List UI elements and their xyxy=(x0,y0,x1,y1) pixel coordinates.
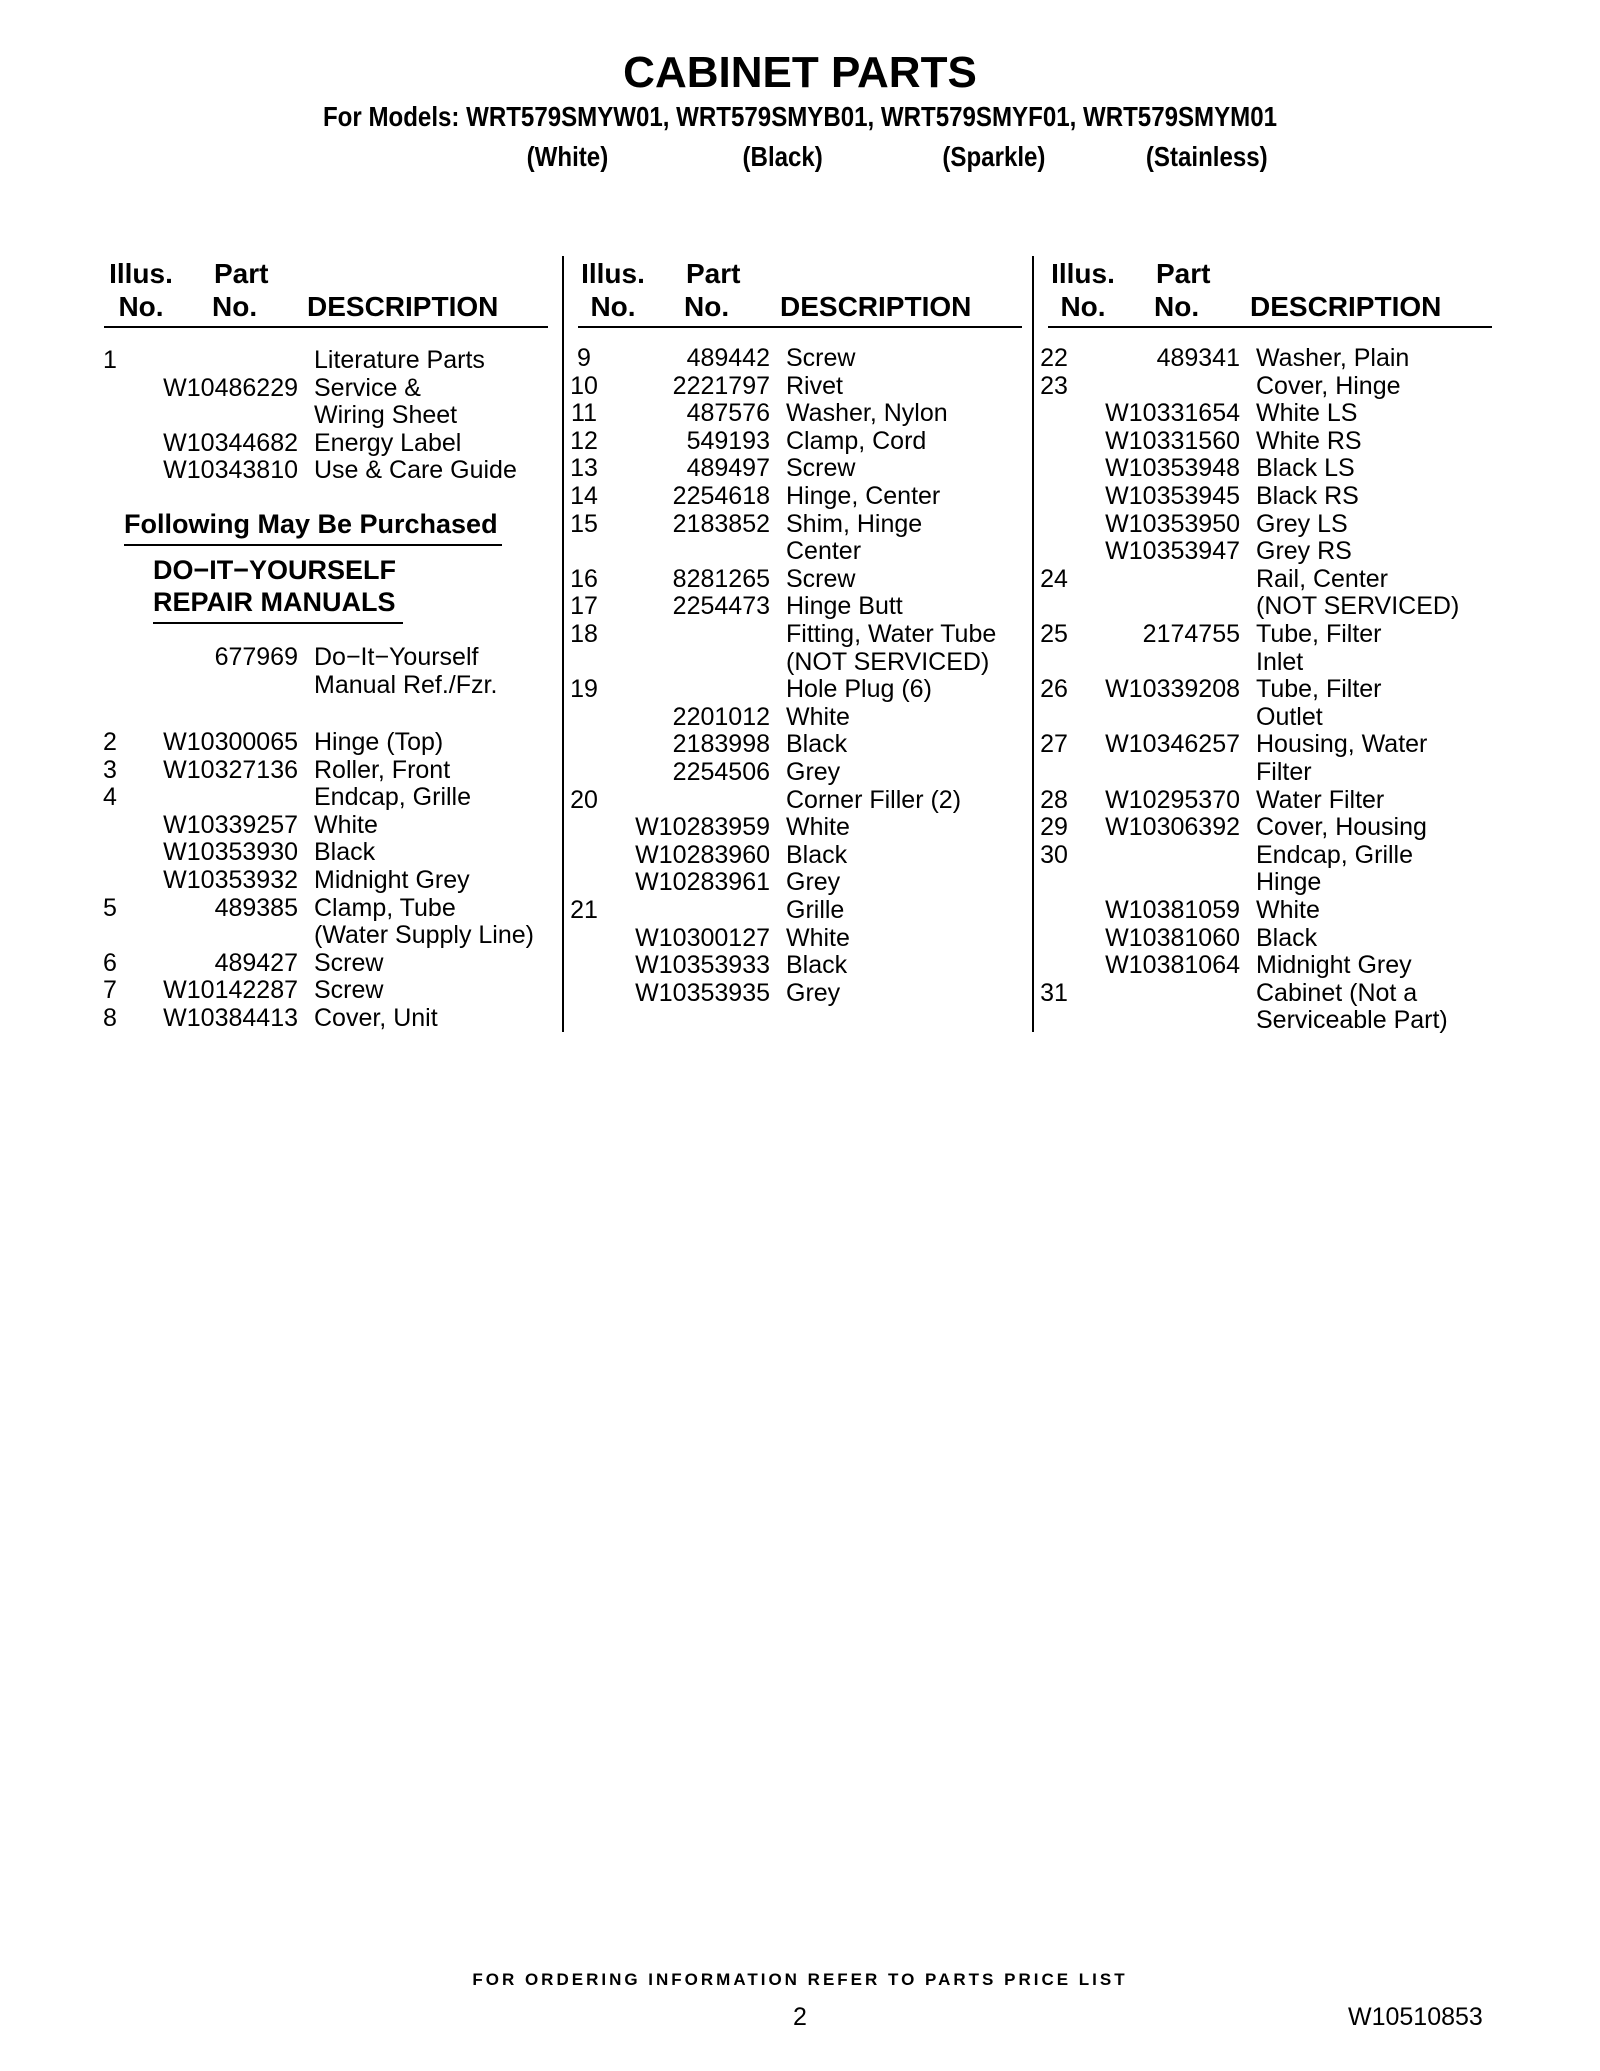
part-description: Do−It−Yourself xyxy=(314,643,479,671)
diy-heading-line2: REPAIR MANUALS xyxy=(153,587,396,617)
part-description: Corner Filler (2) xyxy=(786,785,962,814)
part-number: W10283959 xyxy=(635,813,770,842)
part-description: Tube, Filter xyxy=(1256,675,1382,704)
part-number: W10353933 xyxy=(635,951,770,980)
part-number: 489341 xyxy=(1156,344,1240,372)
illus-number: 15 xyxy=(570,509,598,538)
illus-number: 20 xyxy=(570,785,598,814)
part-description: Fitting, Water Tube xyxy=(786,620,997,648)
part-description: Outlet xyxy=(1256,702,1323,731)
part-number: 489497 xyxy=(686,454,770,483)
part-description: Black xyxy=(786,840,848,869)
illus-number: 10 xyxy=(570,371,598,400)
col3-illus-header-1: Illus. xyxy=(1051,258,1115,289)
part-number: 2183852 xyxy=(672,509,770,538)
part-description: Hinge Butt xyxy=(786,592,903,621)
part-description: Grey xyxy=(786,978,841,1007)
model-color-black: (Black) xyxy=(742,141,823,172)
part-description: Manual Ref./Fzr. xyxy=(314,670,498,699)
illus-number: 1 xyxy=(103,346,117,374)
page-number: 2 xyxy=(793,2003,807,2031)
col2-part-header-2: No. xyxy=(684,291,730,322)
page-title: CABINET PARTS xyxy=(623,48,977,97)
col1-part-header-1: Part xyxy=(214,258,269,289)
col1-illus-header-1: Illus. xyxy=(109,258,173,289)
part-number: 677969 xyxy=(214,643,298,671)
illus-number: 26 xyxy=(1040,675,1068,704)
part-description: Energy Label xyxy=(314,428,462,457)
part-number: W10344682 xyxy=(163,428,298,457)
part-description: Clamp, Cord xyxy=(786,426,927,455)
part-description: Housing, Water xyxy=(1256,730,1428,759)
part-description: White xyxy=(314,810,378,839)
col2-illus-header-2: No. xyxy=(590,291,636,322)
part-description: Washer, Nylon xyxy=(786,399,948,428)
illus-number: 9 xyxy=(577,344,591,372)
part-number: W10283960 xyxy=(635,840,770,869)
part-number: 8281265 xyxy=(672,564,770,593)
part-description: Wiring Sheet xyxy=(314,401,458,430)
part-description: Hinge, Center xyxy=(786,482,941,510)
col2-illus-header-1: Illus. xyxy=(581,258,645,289)
part-description: Rivet xyxy=(786,371,843,400)
part-number: W10384413 xyxy=(163,1004,298,1032)
part-description: Black xyxy=(786,951,848,980)
col2-part-header-1: Part xyxy=(686,258,741,289)
part-number: W10353947 xyxy=(1105,537,1240,566)
part-number: W10353930 xyxy=(163,838,298,867)
col3-part-header-1: Part xyxy=(1156,258,1211,289)
part-description: Black xyxy=(786,730,848,759)
part-description: Rail, Center xyxy=(1256,564,1388,593)
part-description: Screw xyxy=(786,344,856,372)
part-number: W10381060 xyxy=(1105,923,1240,952)
part-description: Tube, Filter xyxy=(1256,620,1382,648)
part-number: W10353935 xyxy=(635,978,770,1007)
col2-header-rule xyxy=(578,326,1022,328)
illus-number: 31 xyxy=(1040,978,1068,1007)
part-number: 489427 xyxy=(214,948,298,977)
illus-number: 18 xyxy=(570,620,598,648)
diy-heading-line1: DO−IT−YOURSELF xyxy=(153,555,397,585)
part-number: 2183998 xyxy=(672,730,770,759)
part-description: Hole Plug (6) xyxy=(786,675,932,704)
part-number: 489442 xyxy=(686,344,770,372)
part-number: W10331560 xyxy=(1105,426,1240,455)
part-description: Inlet xyxy=(1256,647,1304,676)
part-description: White xyxy=(786,813,850,842)
illus-number: 11 xyxy=(571,399,597,428)
part-description: Black LS xyxy=(1256,454,1355,483)
part-description: Endcap, Grille xyxy=(314,783,472,812)
model-color-stainless: (Stainless) xyxy=(1145,141,1268,172)
part-description: Use & Care Guide xyxy=(314,456,517,485)
illus-number: 16 xyxy=(570,564,598,593)
document-number: W10510853 xyxy=(1348,2003,1483,2031)
model-color-white: (White) xyxy=(526,141,609,172)
part-number: 549193 xyxy=(686,426,770,455)
part-number: W10381059 xyxy=(1105,896,1240,924)
part-description: Cabinet (Not a xyxy=(1256,978,1418,1007)
part-number: W10283961 xyxy=(635,868,770,897)
illus-number: 4 xyxy=(103,783,117,812)
part-number: W10327136 xyxy=(163,755,298,784)
part-number: W10353948 xyxy=(1105,454,1240,483)
illus-number: 27 xyxy=(1040,730,1068,759)
illus-number: 2 xyxy=(103,728,117,756)
illus-number: 12 xyxy=(570,426,598,455)
part-description: Screw xyxy=(786,564,856,593)
part-number: W10339208 xyxy=(1105,675,1240,704)
part-number: W10346257 xyxy=(1105,730,1240,759)
part-number: 2254506 xyxy=(672,758,770,786)
part-description: Roller, Front xyxy=(314,755,451,784)
part-number: W10353950 xyxy=(1105,509,1240,538)
purchase-heading: Following May Be Purchased xyxy=(124,509,498,539)
part-number: W10353945 xyxy=(1105,482,1240,510)
illus-number: 8 xyxy=(103,1004,117,1032)
part-description: Grille xyxy=(786,896,845,924)
ordering-note: FOR ORDERING INFORMATION REFER TO PARTS PRICE LIST xyxy=(472,1970,1128,1989)
part-number: W10306392 xyxy=(1105,813,1240,842)
part-description: Cover, Unit xyxy=(314,1004,438,1032)
part-number: 487576 xyxy=(686,399,770,428)
part-description: Serviceable Part) xyxy=(1256,1006,1448,1035)
part-description: White RS xyxy=(1256,426,1362,455)
col1-part-header-2: No. xyxy=(212,291,258,322)
part-description: Black RS xyxy=(1256,482,1359,510)
part-description: Shim, Hinge xyxy=(786,509,923,538)
illus-number: 28 xyxy=(1040,785,1068,814)
part-description: (NOT SERVICED) xyxy=(1256,592,1460,621)
illus-number: 6 xyxy=(103,948,117,977)
col3-header-rule xyxy=(1048,326,1492,328)
part-description: Grey xyxy=(786,868,841,897)
part-description: Water Filter xyxy=(1256,785,1385,814)
part-number: W10381064 xyxy=(1105,951,1240,980)
part-description: (NOT SERVICED) xyxy=(786,647,990,676)
part-description: Cover, Housing xyxy=(1256,813,1427,842)
part-description: Black xyxy=(314,838,376,867)
part-description: Midnight Grey xyxy=(314,866,470,894)
part-number: 2201012 xyxy=(672,702,770,731)
illus-number: 29 xyxy=(1040,813,1068,842)
part-number: W10353932 xyxy=(163,866,298,894)
part-description: Hinge xyxy=(1256,868,1322,897)
col3-illus-header-2: No. xyxy=(1060,291,1106,322)
illus-number: 14 xyxy=(570,482,598,510)
part-description: Endcap, Grille xyxy=(1256,840,1414,869)
part-description: Clamp, Tube xyxy=(314,893,456,922)
illus-number: 19 xyxy=(570,675,598,704)
col1-illus-header-2: No. xyxy=(118,291,164,322)
part-description: Washer, Plain xyxy=(1256,344,1410,372)
part-description: Screw xyxy=(786,454,856,483)
part-number: W10300065 xyxy=(163,728,298,756)
part-description: Black xyxy=(1256,923,1318,952)
illus-number: 5 xyxy=(103,893,117,922)
part-number: 2174755 xyxy=(1142,620,1240,648)
part-number: 2221797 xyxy=(672,371,770,400)
illus-number: 30 xyxy=(1040,840,1068,869)
part-description: Screw xyxy=(314,948,384,977)
part-number: 2254618 xyxy=(672,482,770,510)
part-description: White LS xyxy=(1256,399,1358,428)
col3-description-header: DESCRIPTION xyxy=(1250,291,1442,322)
illus-number: 7 xyxy=(103,976,117,1005)
illus-number: 21 xyxy=(570,896,598,924)
part-description: White xyxy=(1256,896,1320,924)
part-description: Cover, Hinge xyxy=(1256,371,1401,400)
part-number: W10300127 xyxy=(635,923,770,952)
part-number: W10295370 xyxy=(1105,785,1240,814)
part-number: W10331654 xyxy=(1105,399,1240,428)
part-description: White xyxy=(786,702,850,731)
illus-number: 25 xyxy=(1040,620,1068,648)
diy-underline xyxy=(153,622,403,624)
part-description: Midnight Grey xyxy=(1256,951,1412,980)
part-number: W10142287 xyxy=(163,976,298,1005)
part-number: W10486229 xyxy=(163,373,298,402)
part-description: Center xyxy=(786,537,862,566)
part-description: Screw xyxy=(314,976,384,1005)
illus-number: 13 xyxy=(570,454,598,483)
part-number: W10343810 xyxy=(163,456,298,485)
part-description: Service & xyxy=(314,373,421,402)
col1-description-header: DESCRIPTION xyxy=(307,291,499,322)
part-number: 489385 xyxy=(214,893,298,922)
part-description: White xyxy=(786,923,850,952)
col3-part-header-2: No. xyxy=(1154,291,1200,322)
part-description: Literature Parts xyxy=(314,346,485,374)
col1-header-rule xyxy=(104,326,548,328)
part-description: Grey LS xyxy=(1256,509,1348,538)
part-number: W10339257 xyxy=(163,810,298,839)
illus-number: 24 xyxy=(1040,564,1068,593)
purchase-underline xyxy=(124,544,502,546)
illus-number: 17 xyxy=(570,592,598,621)
part-description: Grey xyxy=(786,758,841,786)
illus-number: 22 xyxy=(1040,344,1068,372)
part-description: Hinge (Top) xyxy=(314,728,444,756)
part-number: 2254473 xyxy=(672,592,770,621)
model-color-sparkle: (Sparkle) xyxy=(942,141,1046,172)
models-line: For Models: WRT579SMYW01, WRT579SMYB01, WRT579SMYF01, WRT579SMYM01 xyxy=(322,101,1278,132)
illus-number: 3 xyxy=(103,755,117,784)
illus-number: 23 xyxy=(1040,371,1068,400)
part-description: (Water Supply Line) xyxy=(314,921,534,950)
col2-description-header: DESCRIPTION xyxy=(780,291,972,322)
part-description: Filter xyxy=(1256,758,1312,786)
part-description: Grey RS xyxy=(1256,537,1352,566)
